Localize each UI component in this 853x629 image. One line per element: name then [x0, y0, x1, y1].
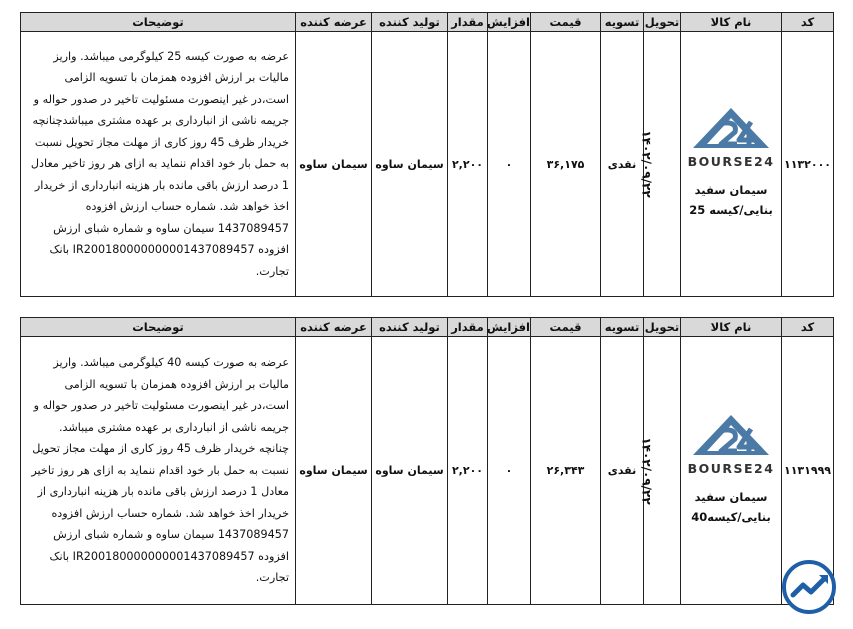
header-quantity: مقدار [448, 13, 488, 32]
cell-settlement: نقدی [601, 32, 644, 297]
header-quantity: مقدار [448, 318, 488, 337]
cell-price: ۳۶,۱۷۵ [531, 32, 601, 297]
cell-code: ۱۱۳۱۹۹۹ [782, 337, 834, 605]
header-name: نام کالا [681, 13, 782, 32]
header-settlement: تسویه [601, 13, 644, 32]
bourse24-logo [685, 415, 777, 477]
header-increase: افزایش [488, 318, 531, 337]
table-header-row [21, 318, 834, 337]
cell-name [681, 32, 782, 297]
header-producer: تولید کننده [372, 318, 448, 337]
cell-increase: ۰ [488, 32, 531, 297]
cell-quantity: ۲,۲۰۰ [448, 32, 488, 297]
logo-text: BOURSE24 [687, 460, 775, 476]
cell-supplier: سیمان ساوه [296, 32, 372, 297]
logo-text: BOURSE24 [687, 154, 775, 169]
bourse24-logo [685, 108, 777, 170]
cell-delivery: ۱۴۰۲/۰۹/۲۲ [644, 337, 681, 605]
cell-producer: سیمان ساوه [372, 32, 448, 297]
chart-arrow-icon [781, 559, 837, 615]
cell-description: عرضه به صورت کیسه 25 کیلوگرمی میباشد. واریز مالیات بر ارزش افزوده همزمان با تسویه الزامی است،در غیر اینصورت مسئولیت تاخیر در صدور حواله و جریمه ناشی از انبارداری بر عهده مشتری میباشدچنانچه خریدار ظرف 45 روز کاری از مهلت مجاز تحویل نسبت به حمل بار خود اقدام ننماید به ازای هر روز تاخیر معادل 1 درصد ارزش باقی مانده بار هزینه انبارداری از خریدار اخذ خواهد شد. شماره حساب ارزش افزوده 1437089457 سیمان ساوه و شماره شبای ارزش افزوده IR200180000000001437089457 بانک تجارت. [21, 32, 296, 297]
header-supplier: عرضه کننده [296, 318, 372, 337]
header-settlement: تسویه [601, 318, 644, 337]
cell-name [681, 337, 782, 605]
table-row [21, 337, 834, 605]
product-name: سیمان سفید بنایی/کیسه40 [691, 489, 771, 524]
cell-delivery: ۱۴۰۲/۰۹/۲۲ [644, 32, 681, 297]
header-delivery: تحویل [644, 318, 681, 337]
product-name: سیمان سفید بنایی/کیسه 25 [689, 183, 773, 217]
header-supplier: عرضه کننده [296, 13, 372, 32]
cell-supplier: سیمان ساوه [296, 337, 372, 605]
header-code: کد [782, 318, 834, 337]
cell-code: ۱۱۳۲۰۰۰ [782, 32, 834, 297]
table-row [21, 32, 834, 297]
table-header-row [21, 13, 834, 32]
header-name: نام کالا [681, 318, 782, 337]
header-price: قیمت [531, 318, 601, 337]
cell-producer: سیمان ساوه [372, 337, 448, 605]
offer-table-1 [20, 12, 834, 297]
cell-price: ۲۶,۳۴۳ [531, 337, 601, 605]
header-code: کد [782, 13, 834, 32]
header-price: قیمت [531, 13, 601, 32]
header-description: توضیحات [21, 13, 296, 32]
cell-increase: ۰ [488, 337, 531, 605]
header-description: توضیحات [21, 318, 296, 337]
header-producer: تولید کننده [372, 13, 448, 32]
header-increase: افزایش [488, 13, 531, 32]
cell-description: عرضه به صورت کیسه 40 کیلوگرمی میباشد. واریز مالیات بر ارزش افزوده همزمان با تسویه الزامی است،در غیر اینصورت مسئولیت تاخیر در صدور حواله و جریمه ناشی از انبارداری بر عهده مشتری میباشد. چنانچه خریدار ظرف 45 روز کاری از مهلت مجاز تحویل نسبت به حمل بار خود اقدام ننماید به ازای هر روز تاخیر معادل 1 درصد ارزش باقی مانده بار هزینه انبارداری از خریدار اخذ خواهد شد. شماره حساب ارزش افزوده 1437089457 سیمان ساوه و شماره شبای ارزش افزوده IR200180000000001437089457 بانک تجارت. [21, 337, 296, 605]
cell-settlement: نقدی [601, 337, 644, 605]
cell-quantity: ۲,۲۰۰ [448, 337, 488, 605]
offer-table-2 [20, 317, 834, 605]
header-delivery: تحویل [644, 13, 681, 32]
